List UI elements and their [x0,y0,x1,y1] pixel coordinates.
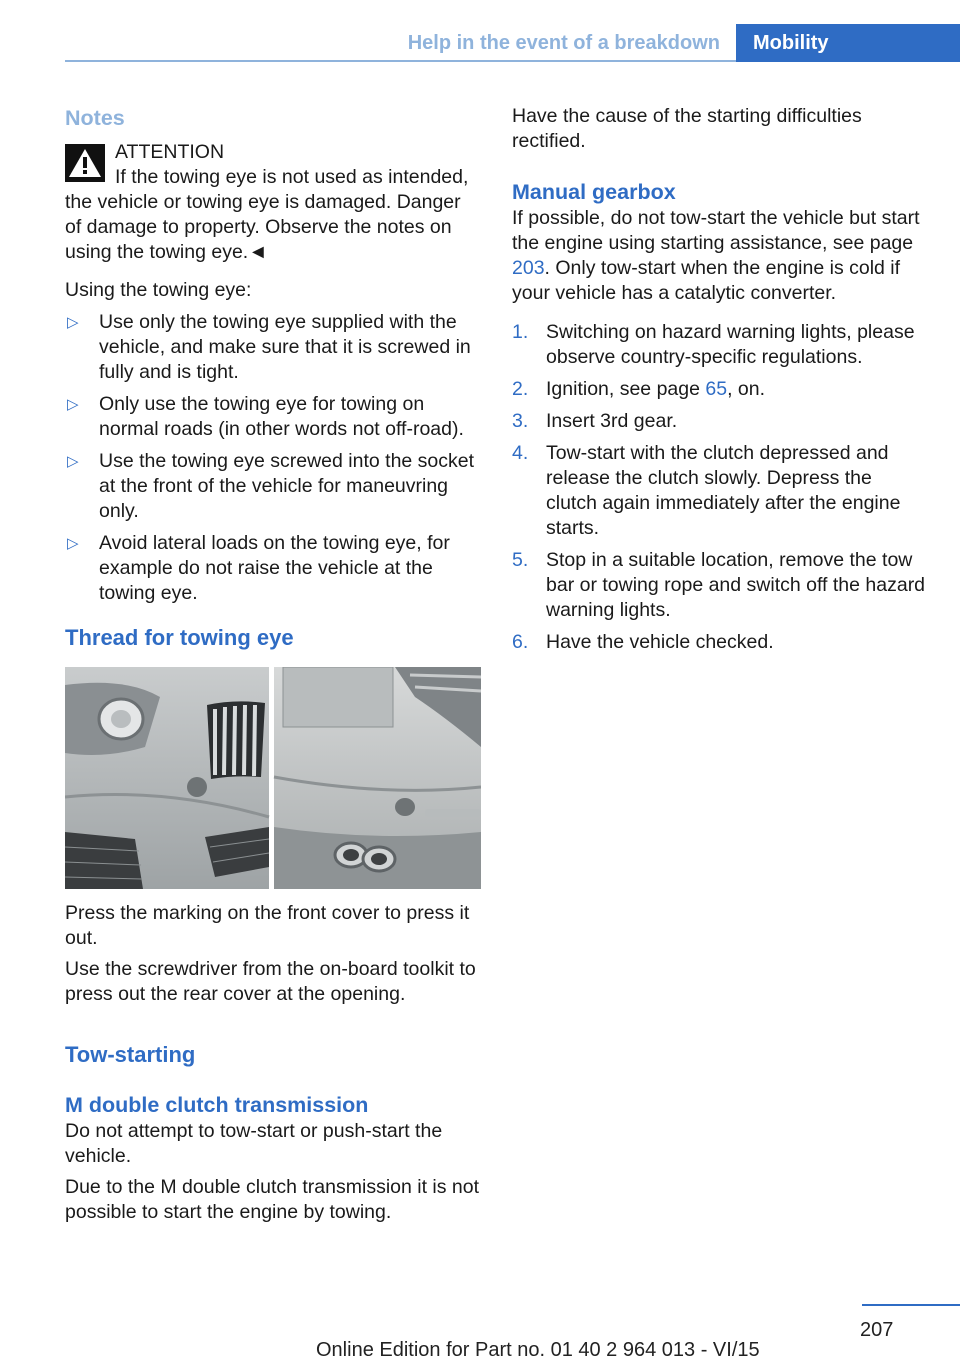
attention-text: If the towing eye is not used as intended, the vehicle or towing eye is damaged. Danger of damage to property. Observe the notes on using the towing eye.◄ [65,166,469,263]
bullet-triangle-icon: ▷ [67,453,79,470]
warning-triangle-icon [65,144,105,182]
page-number: 207 [860,1319,894,1341]
notes-heading: Notes [65,106,125,130]
step-number: 1. [512,321,529,343]
list-item [65,449,481,524]
cause-text: Have the cause of the starting difficulties rectified. [512,105,862,152]
step-text: Have the vehicle checked. [546,631,774,653]
towing-eye-bullets [65,310,481,606]
bullet-text: Only use the towing eye for towing on normal roads (in other words not off-road). [99,393,464,440]
step-number: 4. [512,442,529,464]
car-bumper-illustration [65,667,481,889]
page-link-65[interactable]: 65 [705,378,728,400]
manual-text-end: . Only tow-start when the engine is cold if your vehicle has a catalytic converter. [512,257,901,304]
step-text: Stop in a suitable location, remove the tow bar or towing rope and switch off the hazard warning lights. [546,549,926,621]
manual-text-start: If possible, do not tow-start the vehicle but start the engine using starting assistance, see page [512,207,920,254]
step-number: 5. [512,549,529,571]
bullet-text: Use only the towing eye supplied with the vehicle, and make sure that it is screwed in fully and is tight. [99,311,471,383]
bullet-text: Use the towing eye screwed into the socket at the front of the vehicle for maneuvring only. [99,450,475,522]
step-number: 3. [512,410,529,432]
edition-line: Online Edition for Part no. 01 40 2 964 013 - VI/15 [316,1339,760,1361]
press-front-text: Press the marking on the front cover to press it out. [65,902,470,949]
towstart-heading: Tow-starting [65,1042,196,1067]
dct-paragraph-2: Due to the M double clutch transmission it is not possible to start the engine by towing. [65,1176,480,1223]
step-text: Tow-start with the clutch depressed and release the clutch slowly. Depress the clutch again immediately after the engine starts. [546,442,901,539]
step-text-start: Ignition, see page [546,378,706,400]
bullet-triangle-icon: ▷ [67,314,79,331]
page-link-203[interactable]: 203 [512,257,545,279]
bullet-triangle-icon: ▷ [67,535,79,552]
section-tab-mobility[interactable]: Mobility [736,24,960,62]
towing-eye-photo [65,667,481,889]
manual-gearbox-heading: Manual gearbox [512,180,676,204]
page-header [0,24,960,62]
list-item [65,531,481,606]
list-item [65,392,481,442]
header-rule [65,60,736,62]
list-item [512,377,927,402]
using-intro: Using the towing eye: [65,279,252,301]
list-item [512,630,927,655]
press-rear-text: Use the screwdriver from the on-board toolkit to press out the rear cover at the opening. [65,958,476,1005]
list-item [512,409,927,434]
bullet-triangle-icon: ▷ [67,396,79,413]
step-number: 6. [512,631,529,653]
footer-rule [862,1304,960,1306]
manual-gearbox-text [512,206,927,306]
step-text: Insert 3rd gear. [546,410,678,432]
right-column [512,104,927,662]
list-item [512,548,927,623]
breadcrumb[interactable]: Help in the event of a breakdown [407,32,720,54]
bullet-text: Avoid lateral loads on the towing eye, for example do not raise the vehicle at the towing eye. [99,532,450,604]
dct-paragraph-1: Do not attempt to tow-start or push-start the vehicle. [65,1120,443,1167]
dct-heading: M double clutch transmission [65,1093,369,1117]
step-text-end: , on. [727,378,766,400]
list-item [512,320,927,370]
thread-heading: Thread for towing eye [65,625,294,650]
step-text: Switching on hazard warning lights, please observe country-specific regulations. [546,321,915,368]
left-column [65,104,481,1225]
attention-block [65,140,481,265]
list-item [65,310,481,385]
attention-label: ATTENTION [115,141,225,163]
step-number: 2. [512,378,529,400]
tow-start-steps [512,320,927,655]
list-item [512,441,927,541]
